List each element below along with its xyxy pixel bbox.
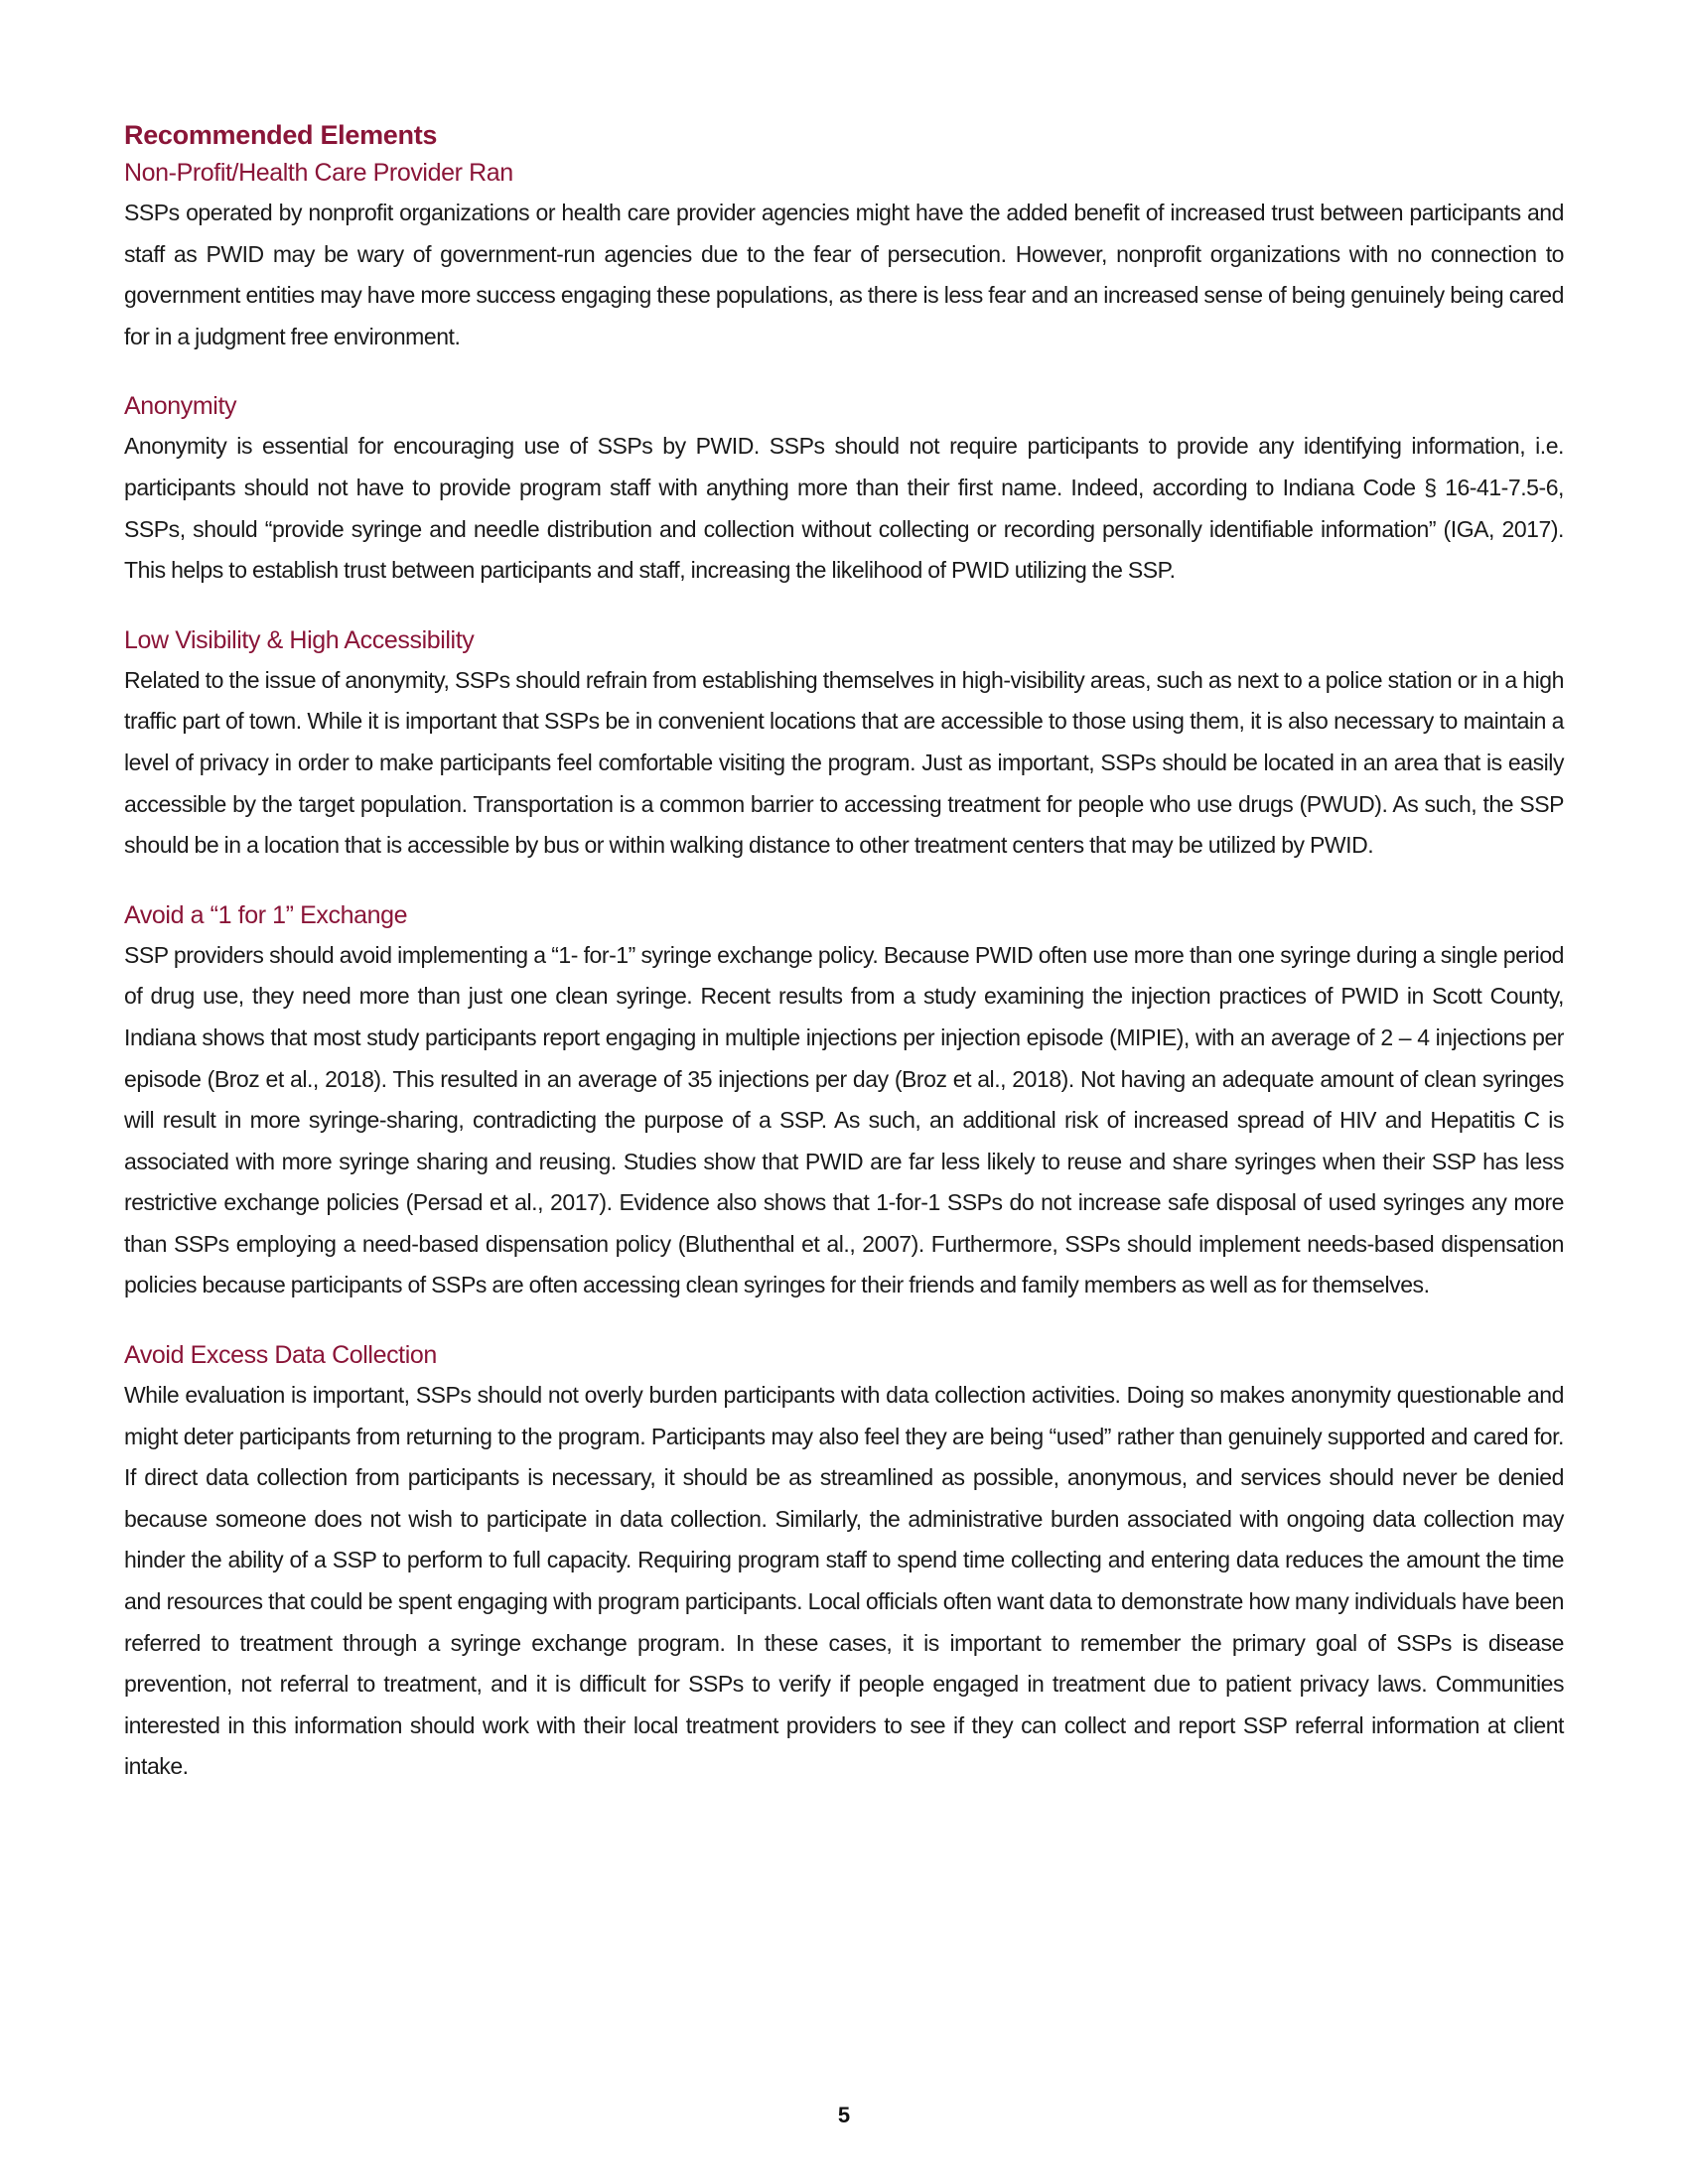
section-anonymity (124, 386, 1564, 591)
section-paragraph: Related to the issue of anonymity, SSPs should refrain from establishing themselves in high-visibility areas, such as next to a police station or in a high traffic part of town. While it is important that SSPs be in convenient locations that are accessible to those using them, it is also necessary to maintain a level of privacy in order to make participants feel comfortable visiting the program. Just as important, SSPs should be located in an area that is easily accessible by the target population. Transportation is a common barrier to accessing treatment for people who use drugs (PWUD). As such, the SSP should be in a location that is accessible by bus or within walking distance to other treatment centers that may be utilized by PWID. (124, 666, 1564, 859)
section-heading: Avoid Excess Data Collection (124, 1341, 437, 1370)
page-number: 5 (837, 2103, 851, 2127)
document-page (124, 117, 1564, 1817)
section-heading: Anonymity (124, 392, 237, 421)
page-title: Recommended Elements (124, 120, 438, 150)
section-nonprofit (124, 153, 1564, 357)
section-paragraph: While evaluation is important, SSPs should not overly burden participants with data collection activities. Doing so makes anonymity questionable and might deter participants from returning to the program. Participants may also feel they are being “used” rather than genuinely supported and cared for. If direct data collection from participants is necessary, it should be as streamlined as possible, anonymous, and services should never be denied because someone does not wish to participate in data collection. Similarly, the administrative burden associated with ongoing data collection may hinder the ability of a SSP to perform to full capacity. Requiring program staff to spend time collecting and entering data reduces the amount the time and resources that could be spent engaging with program participants. Local officials often want data to demonstrate how many individuals have been referred to treatment through a syringe exchange program. In these cases, it is important to remember the primary goal of SSPs is disease prevention, not referral to treatment, and it is difficult for SSPs to verify if people engaged in treatment due to patient privacy laws. Communities interested in this information should work with their local treatment providers to see if they can collect and report SSP referral information at client intake. (124, 1382, 1564, 1780)
section-low-visibility (124, 620, 1564, 867)
section-paragraph: SSP providers should avoid implementing a “1- for-1” syringe exchange policy. Because PWID often use more than one syringe during a single period of drug use, they need more than just one clean syringe. Recent results from a study examining the injection practices of PWID in Scott County, Indiana shows that most study participants report engaging in multiple injections per injection episode (MIPIE), with an average of 2 – 4 injections per episode (Broz et al., 2018). This resulted in an average of 35 injections per day (Broz et al., 2018). Not having an adequate amount of clean syringes will result in more syringe-sharing, contradicting the purpose of a SSP. As such, an additional risk of increased spread of HIV and Hepatitis C is associated with more syringe sharing and reusing. Studies show that PWID are far less likely to reuse and share syringes when their SSP has less restrictive exchange policies (Persad et al., 2017). Evidence also shows that 1-for-1 SSPs do not increase safe disposal of used syringes any more than SSPs employing a need-based dispensation policy (Bluthenthal et al., 2007). Furthermore, SSPs should implement needs-based dispensation policies because participants of SSPs are often accessing clean syringes for their friends and family members as well as for themselves. (124, 941, 1564, 1298)
section-avoid-1-for-1 (124, 895, 1564, 1306)
section-heading: Avoid a “1 for 1” Exchange (124, 900, 408, 929)
section-heading: Low Visibility & High Accessibility (124, 625, 475, 654)
section-paragraph: SSPs operated by nonprofit organizations or health care provider agencies might have the added benefit of increased trust between participants and staff as PWID may be wary of government-run agencies due to the fear of persecution. However, nonprofit organizations with no connection to government entities may have more success engaging these populations, as there is less fear and an increased sense of being genuinely being cared for in a judgment free environment. (124, 200, 1564, 349)
section-paragraph: Anonymity is essential for encouraging use of SSPs by PWID. SSPs should not require participants to provide any identifying information, i.e. participants should not have to provide program staff with anything more than their first name. Indeed, according to Indiana Code § 16-41-7.5-6, SSPs, should “provide syringe and needle distribution and collection without collecting or recording personally identifiable information” (IGA, 2017). This helps to establish trust between participants and staff, increasing the likelihood of PWID utilizing the SSP. (124, 433, 1564, 584)
section-data-collection (124, 1335, 1564, 1788)
section-heading: Non-Profit/Health Care Provider Ran (124, 159, 513, 187)
